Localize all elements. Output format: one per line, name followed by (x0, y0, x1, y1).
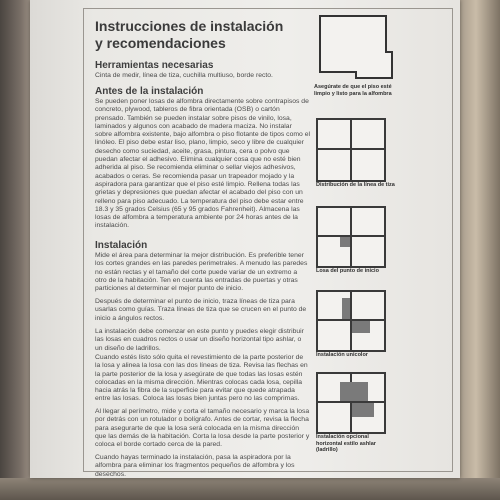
before-text: Se pueden poner losas de alfombra directamente sobre contrapisos de concreto, plywood, tableros de fibra orientada (OSB) o cartón prensado. También se pueden instalar sobre pisos de vinilo, losa, laminados y algunos con acabado de madera maciza. No instalar sobre alfombra existente, bajo alfombra o piso flotante de tipos como el linóleo. El piso debe estar liso, plano, limpio, seco y libre de cualquier desecho como suciedad, aceite, grasa, pintura, cera o polvo que puedan afectar el adhesivo. Elimina cualquier cosa que no esté bien adherida al piso. Se recomienda eliminar o sellar viejos adhesivos, acabados o ceras. Se recomienda pasar un trapeador mojado y la aspiradora para garantizar que el piso esté limpio. Rellena todas las grietas y depresiones que puedan afectar el acabado del piso con un relleno para piso adecuado. La temperatura del piso debe estar entre 18.3 y 35 grados Celsius (65 y 95 grados Fahrenheit). Almacena las losas de alfombra a temperatura ambiente por 24 horas antes de la instalación. (95, 98, 310, 230)
ashlar-tiles-upper (340, 382, 368, 401)
install-paragraph-2: Después de determinar el punto de inicio, traza líneas de tiza para usarlas como guías. Traza líneas de tiza que se crucen en el punto de inicio a ángulos rectos. (95, 298, 307, 322)
title-line-1: Instrucciones de instalación (95, 18, 284, 34)
mono-tiles-lower (352, 321, 370, 333)
diagram-5-caption: Instalación opcional horizontal estilo ashlar (ladrillo) (316, 434, 376, 453)
background-right (460, 0, 500, 500)
install-heading: Instalación (95, 240, 148, 251)
install-paragraph-3: La instalación debe comenzar en este punto y puedes elegir distribuir las losas en cuadros rectos o usar un diseño horizontal tipo ashlar, o un diseño de ladrillos. (95, 328, 304, 352)
install-paragraph-6: Cuando hayas terminado la instalación, pasa la aspiradora por la alfombra para eliminar los fragmentos pequeños de alfombra y los desechos. (95, 454, 295, 478)
monolithic-box (316, 290, 386, 352)
start-tile-box (316, 206, 386, 268)
chalk-grid-box (316, 118, 386, 182)
diagram-1-caption: Asegúrate de que el piso esté limpio y listo para la alfombra (314, 84, 392, 97)
background-bottom (0, 478, 500, 500)
ashlar-box (316, 372, 386, 434)
ashlar-tiles-lower (352, 403, 374, 417)
install-paragraph-1: Mide el área para determinar la mejor distribución. Es preferible tener los cortes grandes en las paredes perimetrales. A menudo las paredes no están rectas y el tamaño del corte puede variar de un extremo a otro de la habitación. Ten en cuenta las entradas de puertas y otras particiones al determinar el mejor punto de inicio. (95, 252, 308, 293)
title-line-2: y recomendaciones (95, 35, 226, 51)
mono-tiles-upper (342, 298, 350, 319)
install-paragraph-5: Al llegar al perímetro, mide y corta el tamaño necesario y marca la losa por detrás con un rotulador o bolígrafo. Antes de cortar, revisa la flecha para asegurarte de que la losa será colocada en la misma dirección que las demás de la habitación. Corta la losa desde la parte posterior y coloca el borde cortado cerca de la pared. (95, 408, 310, 449)
diagram-2-caption: Distribución de la línea de tiza (316, 182, 395, 188)
room-outline-diagram (316, 12, 394, 82)
tools-text: Cinta de medir, línea de tiza, cuchilla multiuso, borde recto. (95, 72, 273, 79)
start-tile (340, 237, 350, 247)
chalk-line-vertical (350, 120, 352, 180)
diagram-3-caption: Losa del punto de inicio (316, 268, 379, 274)
background-left (0, 0, 30, 500)
start-line-vertical (350, 208, 352, 266)
tools-heading: Herramientas necesarias (95, 60, 214, 71)
diagram-4-caption: Instalación unicolor (316, 352, 368, 358)
install-paragraph-4: Cuando estés listo sólo quita el revestimiento de la parte posterior de la losa y alinea la losa con las dos líneas de tiza. Revisa las flechas en la parte posterior de la losa y asegúrate de que todas las losas estén colocadas en la misma dirección. Mientras colocas cada losa, cepilla hacia atrás la fibra de la superficie para evitar que quede atrapada entre las losas. Coloca las losas bien juntas pero no las comprimas. (95, 354, 308, 403)
before-heading: Antes de la instalación (95, 86, 204, 97)
document-title (95, 18, 325, 52)
